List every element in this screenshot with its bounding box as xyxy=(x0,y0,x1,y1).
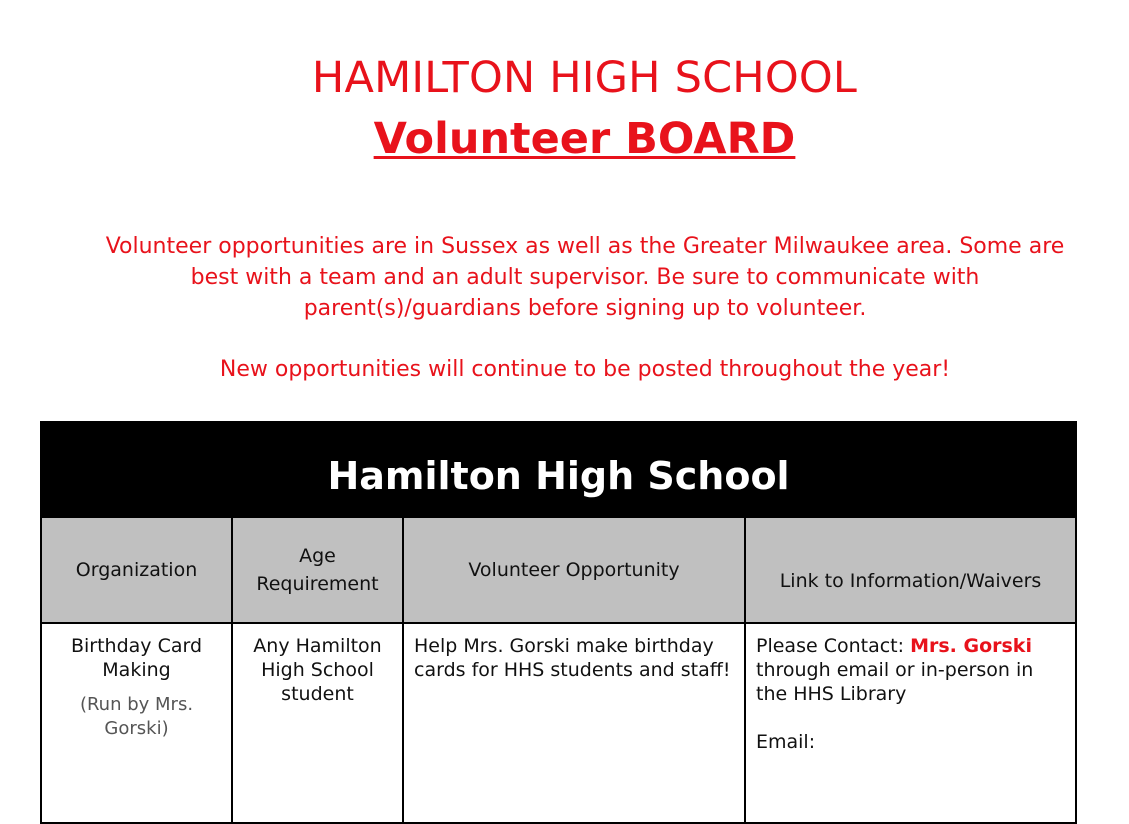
contact-prefix: Please Contact: xyxy=(756,635,911,657)
cell-organization xyxy=(41,623,232,823)
column-header-organization: Organization xyxy=(41,517,232,623)
cell-age: Any Hamilton High School student xyxy=(232,623,403,823)
organization-name: Birthday Card Making xyxy=(70,635,203,681)
contact-name: Mrs. Gorski xyxy=(910,635,1032,657)
cell-opportunity: Help Mrs. Gorski make birthday cards for HHS students and staff! xyxy=(403,623,745,823)
organization-run-by: (Run by Mrs. Gorski) xyxy=(79,694,194,739)
page-subtitle: Volunteer BOARD xyxy=(373,114,796,164)
page-title: HAMILTON HIGH SCHOOL xyxy=(311,53,858,103)
cell-link xyxy=(745,623,1076,823)
intro-paragraph: Volunteer opportunities are in Sussex as well as the Greater Milwaukee area. Some are best with a team and an adult supervisor. Be sure to communicate with parent(s)/guardians before signing up to volunteer. xyxy=(105,234,1065,321)
column-header-link: Link to Information/Waivers xyxy=(745,517,1076,623)
email-label: Email: xyxy=(756,731,816,753)
table-row xyxy=(41,623,1076,823)
contact-text xyxy=(756,634,1065,706)
intro-text xyxy=(90,231,1080,385)
column-header-opportunity: Volunteer Opportunity xyxy=(403,517,745,623)
volunteer-table xyxy=(40,421,1077,824)
column-header-age: Age Requirement xyxy=(232,517,403,623)
contact-suffix: through email or in-person in the HHS Library xyxy=(756,659,1034,705)
table-banner: Hamilton High School xyxy=(41,422,1076,517)
intro-note: New opportunities will continue to be posted throughout the year! xyxy=(219,357,951,382)
